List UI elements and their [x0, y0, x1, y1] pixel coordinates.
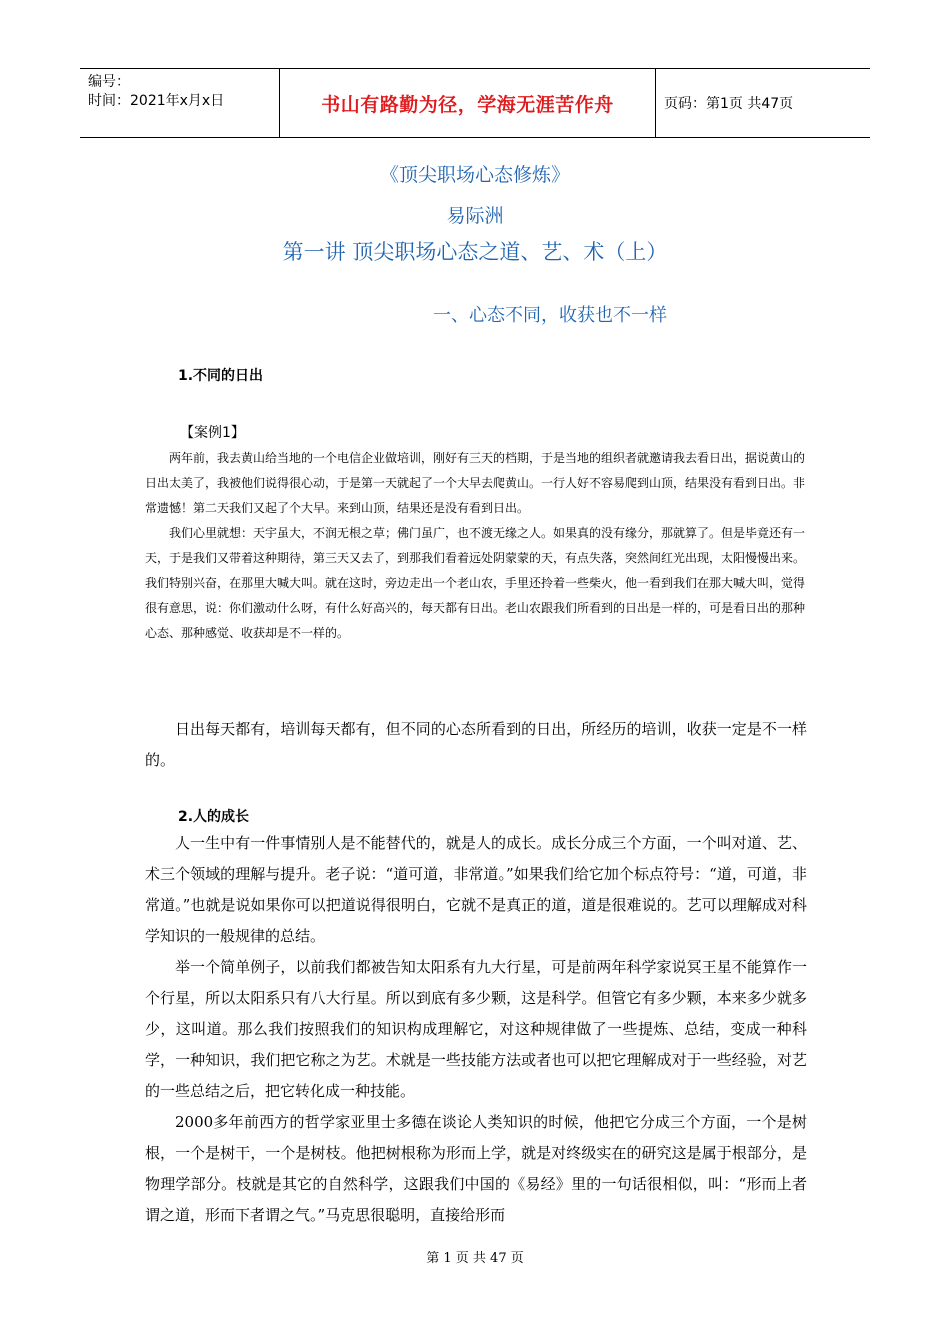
case-label: 【案例1】: [180, 425, 245, 441]
header-table: [80, 68, 870, 138]
body-paragraph: 2000多年前西方的哲学家亚里士多德在谈论人类知识的时候，他把它分成三个方面，一个是树根，一个是树干，一个是树枝。他把树根称为形而上学，就是对终级实在的研究这是属于根部分，是物理学部分。枝就是其它的自然科学，这跟我们中国的《易经》里的一句话很相似，叫：“形而上者谓之道，形而下者谓之气。”马克思很聪明，直接给形而: [145, 1113, 807, 1224]
section-title: 一、心态不同，收获也不一样: [433, 305, 667, 326]
conclusion-text: [145, 714, 807, 776]
lecture-title: 第一讲 顶尖职场心态之道、艺、术（上）: [282, 240, 668, 264]
author: 易际洲: [446, 205, 504, 227]
motto: 书山有路勤为径，学海无涯苦作舟: [280, 69, 656, 137]
body-paragraph: 人一生中有一件事情别人是不能替代的，就是人的成长。成长分成三个方面，一个叫对道、艺、术三个领域的理解与提升。老子说：“道可道，非常道。”如果我们给它加个标点符号：“道，可道，非常道。”也就是说如果你可以把道说得很明白，它就不是真正的道，道是很难说的。艺可以理解成对科学知识的一般规律的总结。: [145, 834, 807, 945]
page-info: 页码：第1页 共47页: [664, 96, 794, 112]
case-text: [145, 446, 805, 646]
subheading-1: 1.不同的日出: [178, 368, 264, 384]
case-paragraph: 我们心里就想：天宇虽大，不润无根之草；佛门虽广，也不渡无缘之人。如果真的没有缘分，那就算了。但是毕竟还有一天，于是我们又带着这种期待，第三天又去了，到那我们看着远处阴蒙蒙的天，有点失落，突然间红光出现，太阳慢慢出来。我们特别兴奋，在那里大喊大叫。就在这时，旁边走出一个老山农，手里还拎着一些柴火，他一看到我们在那大喊大叫，觉得很有意思，说：你们激动什么呀，有什么好高兴的，每天都有日出。老山农跟我们所看到的日出是一样的，可是看日出的那种心态、那种感觉、收获却是不一样的。: [145, 526, 806, 640]
header-meta-cell: [80, 69, 280, 137]
time-label: 时间：2021年x月x日: [88, 93, 225, 109]
case-paragraph: 两年前，我去黄山给当地的一个电信企业做培训，刚好有三天的档期，于是当地的组织者就邀请我去看日出，据说黄山的日出太美了，我被他们说得很心动，于是第一天就起了一个大早去爬黄山。一行人好不容易爬到山顶，结果没有看到日出。非常遗憾！第二天我们又起了个大早。来到山顶，结果还是没有看到日出。: [145, 451, 806, 515]
number-label: 编号：: [88, 74, 130, 90]
subheading-2: 2.人的成长: [178, 809, 250, 825]
conclusion-paragraph: 日出每天都有，培训每天都有，但不同的心态所看到的日出，所经历的培训，收获一定是不一样的。: [145, 720, 807, 769]
book-title: 《顶尖职场心态修炼》: [379, 164, 570, 186]
body-text: [145, 828, 807, 1231]
body-paragraph: 举一个简单例子，以前我们都被告知太阳系有九大行星，可是前两年科学家说冥王星不能算作一个行星，所以太阳系只有八大行星。所以到底有多少颗，这是科学。但管它有多少颗，本来多少就多少，这叫道。那么我们按照我们的知识构成理解它，对这种规律做了一些提炼、总结，变成一种科学，一种知识，我们把它称之为艺。术就是一些技能方法或者也可以把它理解成对于一些经验，对艺的一些总结之后，把它转化成一种技能。: [145, 958, 807, 1100]
page-footer: 第 1 页 共 47 页: [426, 1251, 524, 1266]
